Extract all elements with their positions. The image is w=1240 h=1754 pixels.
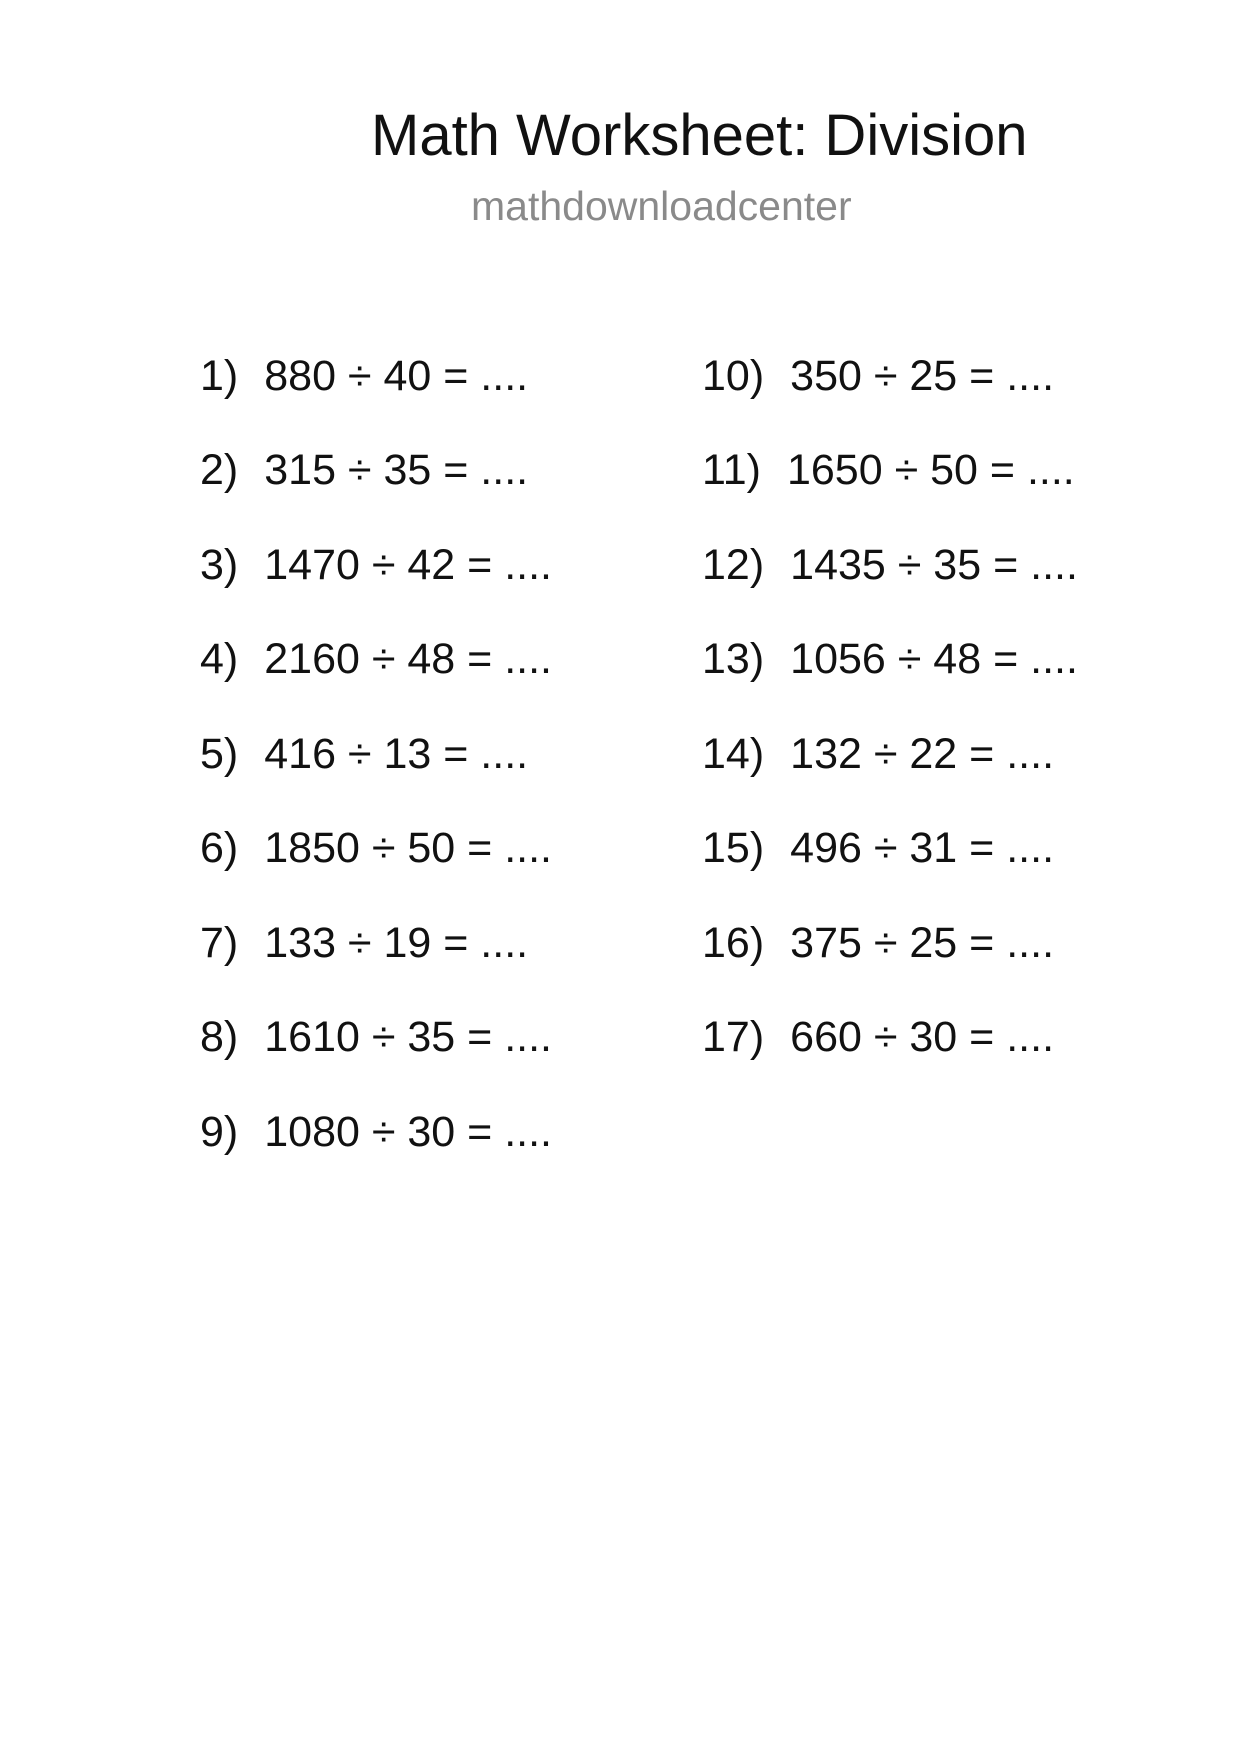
problem-expression: 132 ÷ 22 = ....	[790, 730, 1055, 778]
problem-expression: 660 ÷ 30 = ....	[790, 1013, 1055, 1061]
problem-number: 7)	[200, 919, 239, 967]
problem-number: 9)	[200, 1108, 239, 1156]
problem-item	[200, 820, 552, 876]
problem-number: 11)	[702, 446, 761, 494]
problem-number: 10)	[702, 352, 765, 400]
problem-item	[702, 820, 1054, 876]
problem-number: 13)	[702, 635, 765, 683]
problem-number: 6)	[200, 824, 239, 872]
problem-number: 16)	[702, 919, 765, 967]
problem-item	[200, 1104, 552, 1160]
problem-expression: 1610 ÷ 35 = ....	[264, 1013, 553, 1061]
problem-item	[702, 631, 1078, 687]
problem-item	[200, 915, 528, 971]
problem-item	[200, 726, 528, 782]
problem-number: 12)	[702, 541, 765, 589]
page-title: Math Worksheet: Division	[371, 103, 1028, 168]
problem-expression: 416 ÷ 13 = ....	[264, 730, 529, 778]
problem-item	[702, 442, 1075, 498]
problem-expression: 880 ÷ 40 = ....	[264, 352, 529, 400]
problem-expression: 1080 ÷ 30 = ....	[264, 1108, 553, 1156]
problem-expression: 133 ÷ 19 = ....	[264, 919, 529, 967]
problem-item	[200, 631, 552, 687]
problem-item	[702, 915, 1054, 971]
problem-expression: 1650 ÷ 50 = ....	[786, 446, 1075, 494]
problem-item	[200, 537, 552, 593]
problem-item	[702, 1009, 1054, 1065]
problem-number: 8)	[200, 1013, 239, 1061]
problem-item	[200, 1009, 552, 1065]
problem-expression: 496 ÷ 31 = ....	[790, 824, 1055, 872]
problem-expression: 315 ÷ 35 = ....	[264, 446, 529, 494]
problem-number: 4)	[200, 635, 239, 683]
problem-item	[200, 348, 528, 404]
problem-expression: 1435 ÷ 35 = ....	[790, 541, 1078, 589]
problem-number: 1)	[200, 352, 239, 400]
problem-item	[702, 348, 1054, 404]
problem-number: 14)	[702, 730, 765, 778]
page-subtitle: mathdownloadcenter	[471, 183, 852, 229]
problem-number: 5)	[200, 730, 239, 778]
problem-expression: 2160 ÷ 48 = ....	[264, 635, 553, 683]
problem-number: 2)	[200, 446, 239, 494]
problem-item	[702, 726, 1054, 782]
problem-expression: 350 ÷ 25 = ....	[790, 352, 1055, 400]
problem-number: 17)	[702, 1013, 765, 1061]
problem-number: 15)	[702, 824, 765, 872]
problem-number: 3)	[200, 541, 239, 589]
problem-expression: 375 ÷ 25 = ....	[790, 919, 1055, 967]
problem-item	[200, 442, 528, 498]
problem-item	[702, 537, 1078, 593]
problem-expression: 1470 ÷ 42 = ....	[264, 541, 553, 589]
problem-expression: 1056 ÷ 48 = ....	[790, 635, 1078, 683]
problem-expression: 1850 ÷ 50 = ....	[264, 824, 553, 872]
